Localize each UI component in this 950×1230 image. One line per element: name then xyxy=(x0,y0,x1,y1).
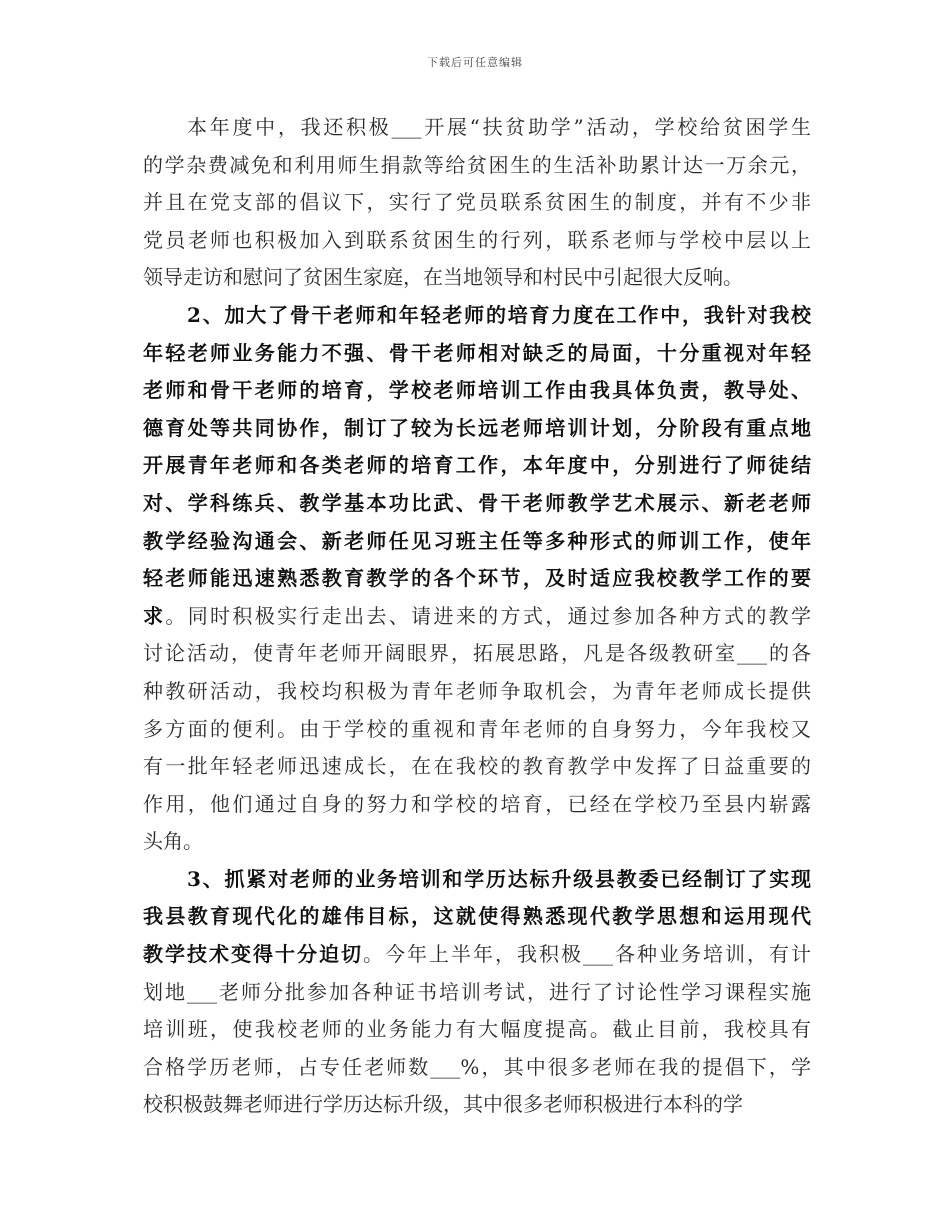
text: 党员老师也积极加入到联系贫困生的行列，联系老师与学校中层以上 xyxy=(143,227,811,252)
bold-text: 我县教育现代化的雄伟目标，这就使得熟悉现代教学思想和运用现代 xyxy=(143,904,811,929)
text-line xyxy=(143,748,811,786)
text: 并且在党支部的倡议下，实行了党员联系贫困生的制度，并有不少非 xyxy=(143,190,811,215)
text-line xyxy=(143,184,811,222)
bold-text: 老师和骨干老师的培育，学校老师培训工作由我具体负责，教导处、 xyxy=(143,378,811,403)
text-line xyxy=(143,485,811,523)
paragraph xyxy=(143,109,811,297)
text: 讨论活动，使青年老师开阔眼界，拓展思路，凡是各级教研室___的各 xyxy=(143,641,811,666)
bold-text: 年轻老师业务能力不强、骨干老师相对缺乏的局面，十分重视对年轻 xyxy=(143,340,811,365)
text: 头角。 xyxy=(143,829,203,854)
bold-text: 对、学科练兵、教学基本功比武、骨干老师教学艺术展示、新老老师 xyxy=(143,490,811,515)
bold-text: 德育处等共同协作，制订了较为长远老师培训计划，分阶段有重点地 xyxy=(143,415,811,440)
text: 领导走访和慰问了贫困生家庭，在当地领导和村民中引起很大反响。 xyxy=(143,265,743,290)
text-line xyxy=(143,898,811,936)
document-body xyxy=(143,109,811,1124)
text: 培训班，使我校老师的业务能力有大幅度提高。截止目前，我校具有 xyxy=(143,1017,811,1042)
text-line xyxy=(143,823,811,861)
text-line xyxy=(143,372,811,410)
text-line xyxy=(143,109,811,147)
text: 种教研活动，我校均积极为青年老师争取机会，为青年老师成长提供 xyxy=(143,678,811,703)
text-line xyxy=(143,259,811,297)
text-line xyxy=(143,147,811,185)
text-line xyxy=(143,974,811,1012)
text-line xyxy=(143,1011,811,1049)
text: 合格学历老师，占专任老师数___%，其中很多老师在我的提倡下，学 xyxy=(143,1054,811,1079)
text-line xyxy=(143,523,811,561)
bold-text: 教学经验沟通会、新老师任见习班主任等多种形式的师训工作，使年 xyxy=(143,528,811,553)
text-line xyxy=(143,222,811,260)
text-line xyxy=(143,447,811,485)
text-line xyxy=(143,861,811,899)
text-line xyxy=(143,635,811,673)
bold-text: 轻老师能迅速熟悉教育教学的各个环节，及时适应我校教学工作的要 xyxy=(143,566,811,591)
text: 有一批年轻老师迅速成长，在在我校的教育教学中发挥了日益重要的 xyxy=(143,754,811,779)
text-line xyxy=(143,673,811,711)
paragraph xyxy=(143,861,811,1124)
text-line xyxy=(143,560,811,598)
text: 划地___老师分批参加各种证书培训考试，进行了讨论性学习课程实施 xyxy=(143,979,811,1004)
bold-text: 求 xyxy=(143,603,166,628)
paragraph xyxy=(143,297,811,861)
text-line xyxy=(143,598,811,636)
text: 。同时积极实行走出去、请进来的方式，通过参加各种方式的教学 xyxy=(165,603,811,628)
bold-text: 3、抓紧对老师的业务培训和学历达标升级县教委已经制订了实现 xyxy=(187,866,811,891)
text-line xyxy=(143,936,811,974)
text: 。今年上半年，我积极___各种业务培训，有计 xyxy=(363,942,811,967)
text: 多方面的便利。由于学校的重视和青年老师的自身努力，今年我校又 xyxy=(143,716,811,741)
bold-text: 开展青年老师和各类老师的培育工作，本年度中，分别进行了师徒结 xyxy=(143,453,811,478)
text: 的学杂费减免和利用师生捐款等给贫困生的生活补助累计达一万余元， xyxy=(143,152,811,177)
page-header: 下载后可任意编辑 xyxy=(427,56,523,69)
bold-text: 2、加大了骨干老师和年轻老师的培育力度在工作中，我针对我校 xyxy=(187,302,811,327)
text-line xyxy=(143,335,811,373)
text: 校积极鼓舞老师进行学历达标升级，其中很多老师积极进行本科的学 xyxy=(143,1092,743,1117)
text: 作用，他们通过自身的努力和学校的培育，已经在学校乃至县内崭露 xyxy=(143,791,811,816)
text: 本年度中，我还积极___开展“扶贫助学”活动，学校给贫困学生 xyxy=(187,115,811,139)
text-line xyxy=(143,1049,811,1087)
bold-text: 教学技术变得十分迫切 xyxy=(143,942,363,967)
text-line xyxy=(143,1086,811,1124)
text-line xyxy=(143,410,811,448)
text-line xyxy=(143,711,811,749)
text-line xyxy=(143,786,811,824)
text-line xyxy=(143,297,811,335)
